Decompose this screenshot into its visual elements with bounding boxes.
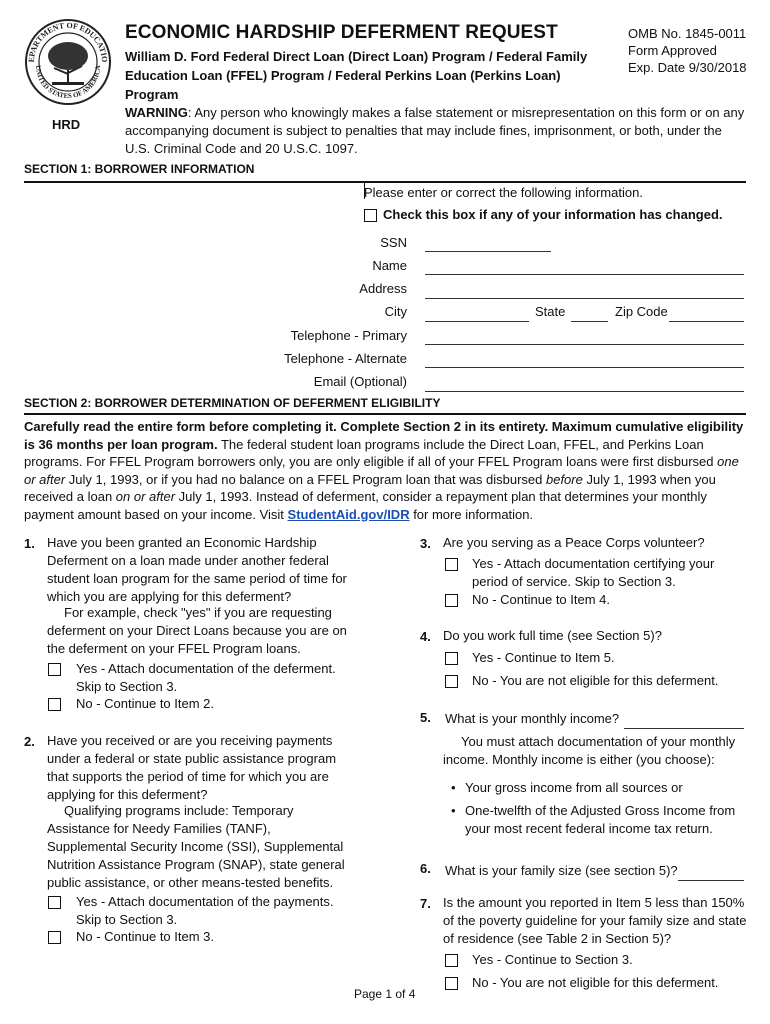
q2-number: 2. (24, 734, 35, 749)
intro-italic-2: before (545, 471, 583, 487)
zip-field[interactable] (669, 320, 744, 322)
phone-primary-field[interactable] (425, 343, 744, 345)
warning-text: : Any person who knowingly makes a false statement or misrepresentation on this form or on any accompanying document is subject to penalties that may include fines, imprisonment, or both, under the U.S. Criminal Code and 20 U.S.C. 1097. (125, 105, 745, 156)
name-field[interactable] (425, 273, 744, 275)
intro-text-5: for more information. (409, 506, 534, 522)
q2-no-label: No - Continue to Item 3. (76, 929, 215, 944)
intro-italic-1: one or after (24, 454, 739, 487)
zip-label: Zip Code (615, 304, 668, 319)
info-changed-checkbox[interactable] (364, 209, 377, 222)
ssn-field[interactable] (425, 250, 551, 252)
intro-text-4: July 1, 1993. Instead of deferment, consider a repayment plan that determines your monthly payment amount based on your income. Visit (24, 489, 707, 522)
q2-no-checkbox[interactable] (48, 931, 61, 944)
section-1-heading: SECTION 1: BORROWER INFORMATION (24, 162, 255, 176)
subtitle-line-2: Education Loan (FFEL) Program / Federal Perkins Loan (Perkins Loan) Program (125, 68, 561, 102)
ssn-label: SSN (380, 235, 407, 250)
state-field[interactable] (571, 320, 608, 322)
q4-no-checkbox[interactable] (445, 675, 458, 688)
q3-no-checkbox[interactable] (445, 594, 458, 607)
name-label: Name (372, 258, 407, 273)
q7-number: 7. (420, 896, 431, 911)
omb-info (628, 25, 747, 76)
city-label: City (384, 304, 407, 319)
page-number: Page 1 of 4 (354, 987, 416, 1001)
q1-number: 1. (24, 536, 35, 551)
q2-programs: Qualifying programs include: Temporary Assistance for Needy Families (TANF), Supplemental Security Income (SSI), Supplemental Nutrition Assistance Program (SNAP), state general public assistance, or other means-tested benefits. (47, 803, 345, 890)
q1-yes-checkbox[interactable] (48, 663, 61, 676)
warning-label: WARNING (125, 105, 188, 120)
expiration-date: Exp. Date 9/30/2018 (628, 60, 747, 75)
q2-text: Have you received or are you receiving payments under a federal or state public assistance program that supports the period of time for which you are applying for this deferment? (47, 733, 337, 802)
intro-text-3: July 1, 1993 when you received a loan (24, 471, 716, 504)
bullet-icon: • (451, 780, 456, 795)
phone-alternate-field[interactable] (425, 366, 744, 368)
q1-no-checkbox[interactable] (48, 698, 61, 711)
q5-note: You must attach documentation of your monthly income. Monthly income is either (you choose): (443, 734, 736, 767)
q6-number: 6. (420, 861, 431, 876)
section-2-rule (24, 413, 746, 415)
q4-yes-checkbox[interactable] (445, 652, 458, 665)
warning-notice (125, 104, 750, 158)
form-title: ECONOMIC HARDSHIP DEFERMENT REQUEST (125, 22, 558, 43)
q2-yes-checkbox[interactable] (48, 896, 61, 909)
q5-number: 5. (420, 710, 431, 725)
q4-number: 4. (420, 629, 431, 644)
q7-no-checkbox[interactable] (445, 977, 458, 990)
intro-bold: Carefully read the entire form before completing it. Complete Section 2 in its entirety. Maximum cumulative eligibility is 36 months per loan program. (24, 419, 744, 452)
agency-code: HRD (52, 117, 81, 132)
omb-number: OMB No. 1845-0011 (628, 26, 747, 41)
subtitle-line-1: William D. Ford Federal Direct Loan (Direct Loan) Program / Federal Family (125, 49, 588, 64)
studentaid-link[interactable]: StudentAid.gov/IDR (287, 506, 410, 522)
section-2-heading: SECTION 2: BORROWER DETERMINATION OF DEFERMENT ELIGIBILITY (24, 396, 441, 410)
bullet-icon: • (451, 803, 456, 818)
section-2-intro (24, 418, 746, 523)
svg-text:DEPARTMENT OF EDUCATION: EPARTMENT OF EDUCATIO (26, 20, 110, 63)
svg-text:UNITED STATES OF AMERICA: UNITED STATES OF AMERICA (33, 64, 103, 101)
info-changed-label: Check this box if any of your information has changed. (383, 207, 723, 222)
email-field[interactable] (425, 390, 744, 392)
q7-yes-checkbox[interactable] (445, 954, 458, 967)
q4-yes-label: Yes - Continue to Item 5. (472, 650, 615, 665)
q4-no-label: No - You are not eligible for this deferment. (472, 673, 719, 688)
state-label: State (535, 304, 566, 319)
monthly-income-field[interactable] (624, 727, 744, 729)
q3-text: Are you serving as a Peace Corps volunteer? (443, 535, 705, 550)
address-label: Address (359, 281, 407, 296)
phone-alternate-label: Telephone - Alternate (284, 351, 407, 366)
q3-number: 3. (420, 536, 431, 551)
q7-text: Is the amount you reported in Item 5 less than 150% of the poverty guideline for your family size and state of residence (see Table 2 in Section 5)? (443, 895, 747, 946)
phone-primary-label: Telephone - Primary (290, 328, 407, 343)
intro-italic-3: on or after (115, 489, 176, 504)
q1-text: Have you been granted an Economic Hardship Deferment on a loan made under another federal student loan program for the same period of time for which you are applying for this deferment? (47, 535, 347, 604)
q1-no-label: No - Continue to Item 2. (76, 696, 215, 711)
q5-bullet-1: Your gross income from all sources or (465, 780, 683, 795)
q3-no-label: No - Continue to Item 4. (472, 592, 611, 607)
q7-no-label: No - You are not eligible for this deferment. (472, 975, 719, 990)
section-1-rule (24, 181, 746, 183)
q4-text: Do you work full time (see Section 5)? (443, 628, 662, 643)
intro-text-1: The federal student loan programs include the Direct Loan, FFEL, and Perkins Loan programs. For FFEL Program borrowers only, you are only eligible if all of your FFEL Program loans were first disbursed (24, 436, 718, 469)
department-of-education-seal (24, 18, 112, 106)
family-size-field[interactable] (678, 879, 744, 881)
section-1-instruction: Please enter or correct the following information. (364, 185, 643, 200)
address-field[interactable] (425, 297, 744, 299)
form-approved: Form Approved (628, 43, 717, 58)
form-subtitle (125, 47, 610, 104)
q7-yes-label: Yes - Continue to Section 3. (472, 952, 633, 967)
intro-text-2: July 1, 1993, or if you had no balance on a FFEL Program loan that was disbursed (65, 471, 546, 487)
q5-bullet-2: One-twelfth of the Adjusted Gross Income from your most recent federal income tax return. (465, 803, 736, 836)
q2-yes-label: Yes - Attach documentation of the payments. Skip to Section 3. (76, 894, 334, 927)
q3-yes-checkbox[interactable] (445, 558, 458, 571)
q5-text: What is your monthly income? (445, 711, 620, 726)
city-field[interactable] (425, 320, 529, 322)
q6-text: What is your family size (see section 5)? (445, 863, 678, 878)
q3-yes-label: Yes - Attach documentation certifying your period of service. Skip to Section 3. (472, 556, 715, 589)
q1-example: For example, check "yes" if you are requesting deferment on your Direct Loans because you are on the deferment on your FFEL Program loans. (47, 605, 347, 656)
email-label: Email (Optional) (313, 374, 407, 389)
q1-yes-label: Yes - Attach documentation of the deferment. Skip to Section 3. (76, 661, 336, 694)
